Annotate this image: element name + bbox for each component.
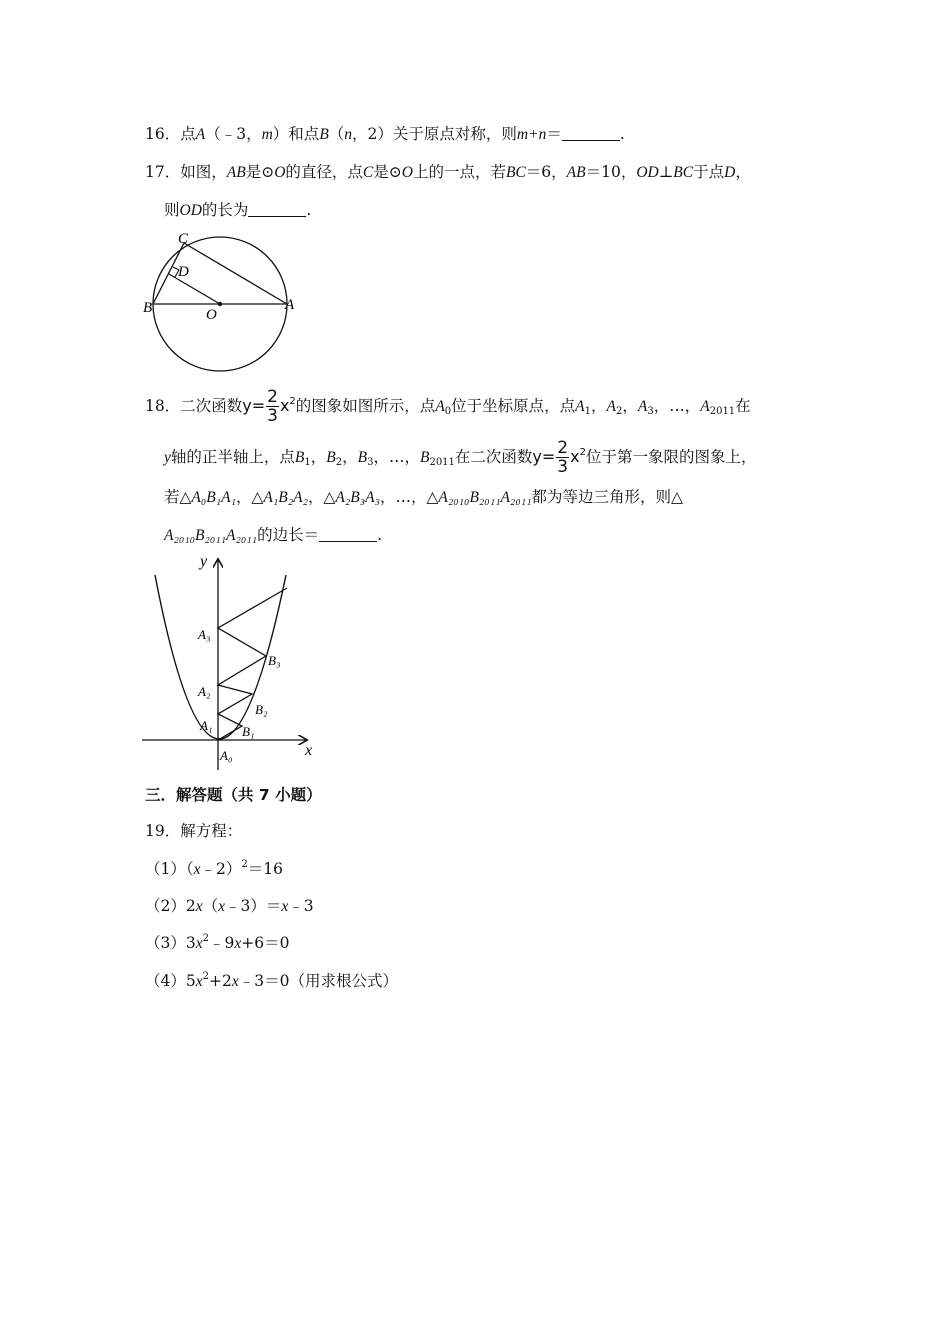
function-formula: y= $\frac{2}{3}$ $x^2$ [242, 387, 296, 426]
label-A0: A₀ [220, 748, 233, 763]
label-O: O [206, 307, 217, 323]
label-x: x [305, 742, 313, 759]
label-B3: B₃ [268, 653, 281, 668]
label-A1: A₁ [200, 718, 213, 733]
label-B: B [143, 300, 153, 316]
question-17-line-1: 17．如图，AB是⊙O的直径，点C是⊙O上的一点，若BC＝6，AB＝10，OD⊥BC于点D， [145, 163, 751, 181]
section-title: 三．解答题（共 7 小题） [145, 786, 322, 804]
question-18-line-3: 若△A₀B₁A₁，△A₁B₂A₂，△A₂B₃A₃，…，△A₂₀₁₀B₂₀₁₁A₂₀₁₁都为等边三角形，则△ [164, 488, 683, 506]
question-19-part-1: （1）（x﹣2）$^2$＝16 [145, 859, 283, 878]
answer-blank [562, 125, 620, 141]
label-D: D [178, 264, 189, 280]
question-18-line-1: 18．二次函数y= $\frac{2}{3}$ $x^2$的图象如图所示，点$A_0$位于坐标原点，点$A_1$，$A_2$，$A_3$，…，$A_{2011}$在 [145, 387, 751, 426]
parabola-figure [140, 548, 325, 773]
question-16: 16．点A（﹣3，m）和点B（n，2）关于原点对称，则m+n＝ . [145, 125, 625, 143]
question-19-part-4: $(4)5x^2+2x﹣3=0$（用求根公式） [145, 971, 398, 990]
label-C: C [178, 231, 189, 247]
label-B2: B₂ [255, 702, 268, 717]
question-18-line-2: y轴的正半轴上，点$B_1$，$B_2$，$B_3$，…，$B_{2011}$在二次函数y= $\frac{2}{3}$ $x^2$位于第一象限的图象上， [164, 438, 757, 477]
circle-figure [140, 230, 300, 372]
label-A3: A₃ [198, 627, 211, 642]
question-19-part-3: $(3)3x^2﹣9x+6=0$ [145, 933, 290, 952]
question-19-part-2: （2）2x（x﹣3）＝x﹣3 [145, 897, 314, 915]
answer-blank [319, 526, 377, 542]
answer-blank [248, 201, 306, 217]
question-18-line-4: A₂₀₁₀B₂₀₁₁A₂₀₁₁的边长＝ . [164, 526, 383, 544]
label-A: A [285, 297, 295, 313]
label-B1: B₁ [242, 724, 255, 739]
question-19-title: 19．解方程： [145, 822, 243, 840]
question-17-line-2: 则OD的长为 . [164, 201, 312, 219]
function-formula: y= $\frac{2}{3}$ $x^2$ [532, 438, 586, 477]
label-y: y [200, 553, 208, 570]
label-A2: A₂ [198, 684, 211, 699]
